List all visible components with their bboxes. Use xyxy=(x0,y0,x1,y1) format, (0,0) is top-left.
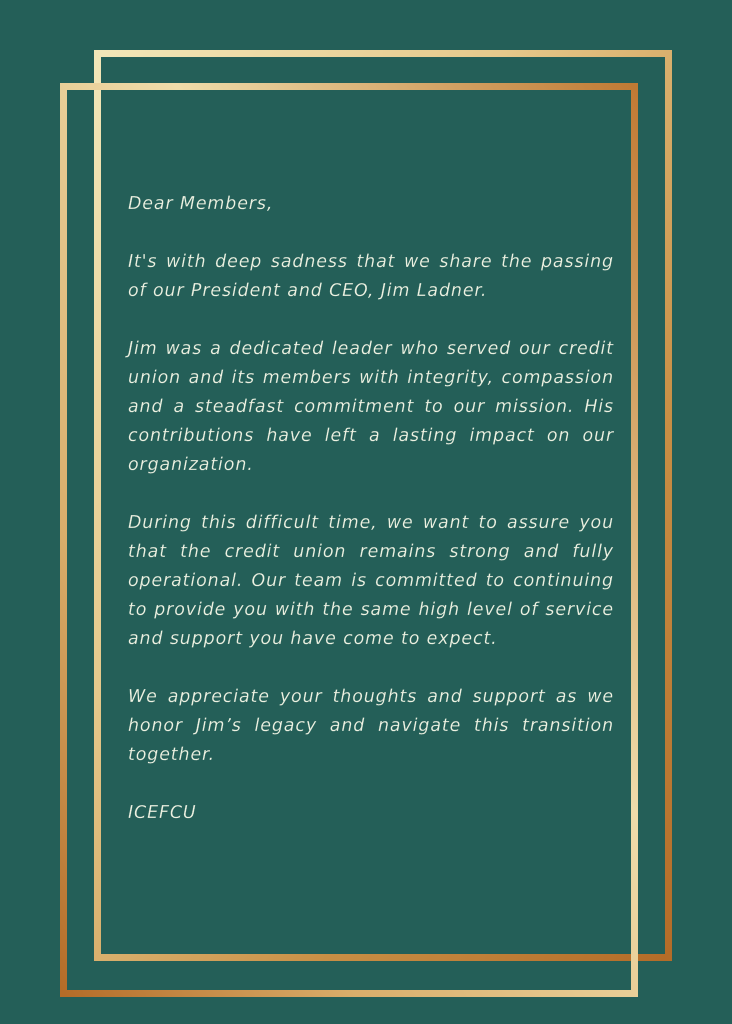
paragraph-assurance: During this difficult time, we want to assure you that the credit union remains strong and fully operational. Our team is committed to continuing to provide you with the same high level of service and support you have come to expect. xyxy=(128,513,614,649)
paragraph-tribute: Jim was a dedicated leader who served our credit union and its members with integrity, compassion and a steadfast commitment to our mission. His contributions have left a lasting impact on our organization. xyxy=(128,339,614,475)
letter-body xyxy=(128,190,614,828)
salutation: Dear Members, xyxy=(128,194,274,214)
signature: ICEFCU xyxy=(128,803,197,823)
paragraph-announcement: It's with deep sadness that we share the passing of our President and CEO, Jim Ladner. xyxy=(128,252,614,301)
paragraph-closing: We appreciate your thoughts and support as we honor Jim’s legacy and navigate this transition together. xyxy=(128,687,614,765)
